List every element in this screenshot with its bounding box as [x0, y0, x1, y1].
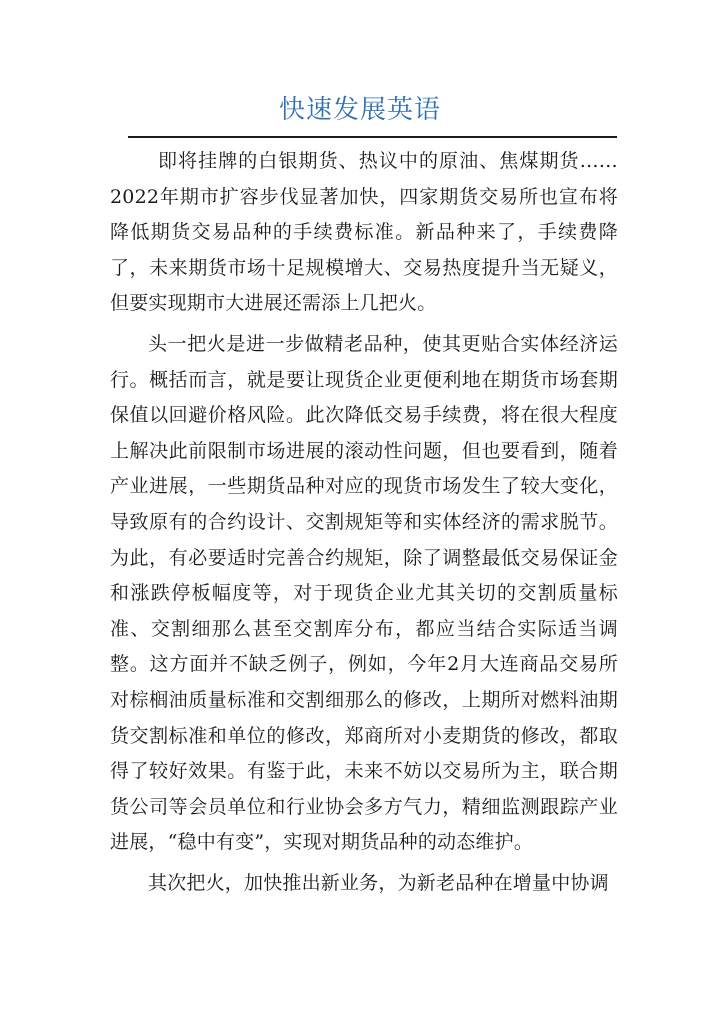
paragraph-2: 头一把火是进一步做精老品种，使其更贴合实体经济运行。概括而言，就是要让现货企业更便利地在期货市场套期保值以回避价格风险。此次降低交易手续费，将在很大程度上解决此前限制市场进展的滚动性问题，但也要看到，随着产业进展，一些期货品种对应的现货市场发生了较大变化，导致原有的合约设计、交割规矩等和实体经济的需求脱节。为此，有必要适时完善合约规矩，除了调整最低交易保证金和涨跌停板幅度等，对于现货企业尤其关切的交割质量标准、交割细那么甚至交割库分布，都应当结合实际适当调整。这方面并不缺乏例子，例如，今年2月大连商品交易所对棕榈油质量标准和交割细那么的修改，上期所对燃料油期货交割标准和单位的修改，郑商所对小麦期货的修改，都取得了较好效果。有鉴于此，未来不妨以交易所为主，联合期货公司等会员单位和行业协会多方气力，精细监测跟踪产业进展，“稳中有变”，实现对期货品种的动态维护。: [110, 332, 618, 854]
paragraph-1: 即将挂牌的白银期货、热议中的原油、焦煤期货……2022年期市扩容步伐显著加快，四家期货交易所也宣布将降低期货交易品种的手续费标准。新品种来了，手续费降了，未来期货市场十足规模增大、交易热度提升当无疑义，但要实现期市大进展还需添上几把火。: [110, 150, 618, 315]
paragraph-3: 其次把火，加快推出新业务，为新老品种在增量中协调: [148, 871, 609, 894]
document-title: 快速发展英语: [278, 95, 441, 125]
document-body: [110, 144, 618, 901]
title-divider: [128, 136, 617, 138]
